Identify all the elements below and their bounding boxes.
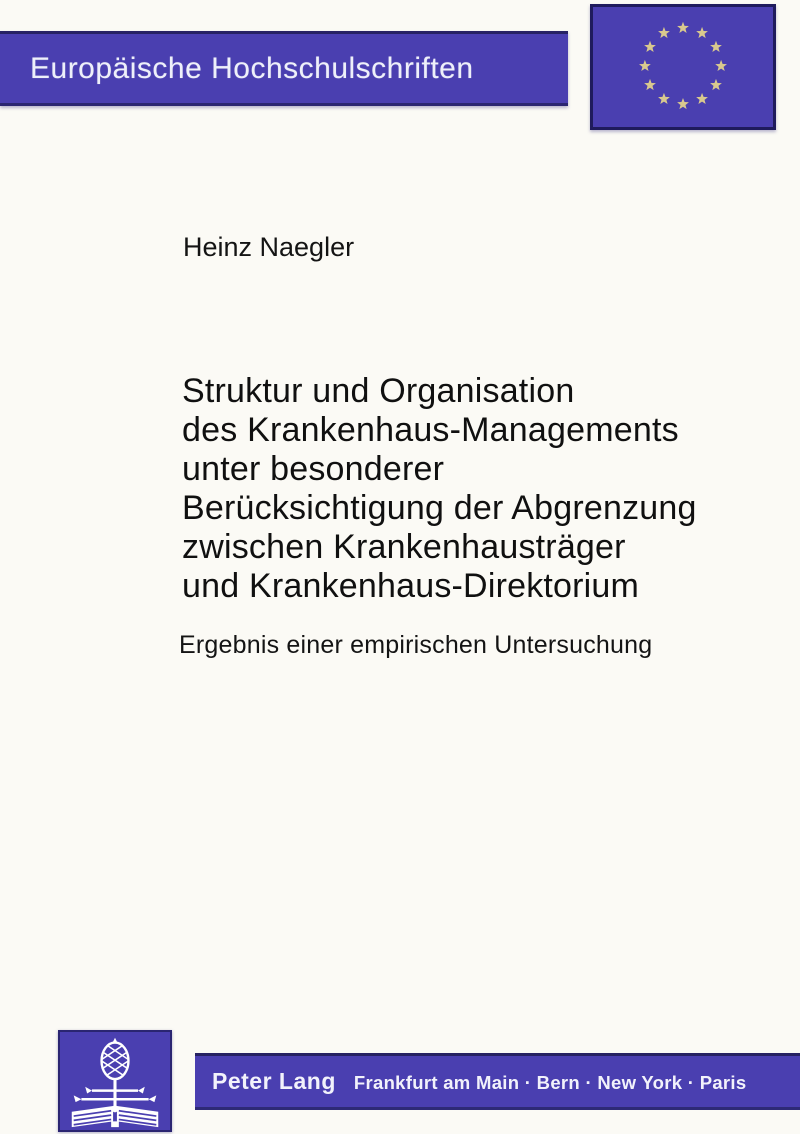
author-name: Heinz Naegler bbox=[183, 232, 355, 262]
series-banner bbox=[0, 31, 568, 106]
subtitle: Ergebnis einer empirischen Untersuchung bbox=[179, 631, 653, 659]
publisher-name: Peter Lang bbox=[212, 1068, 336, 1094]
publisher-banner bbox=[195, 1053, 800, 1110]
title-line: zwischen Krankenhausträger bbox=[182, 528, 626, 566]
title-line: unter besonderer bbox=[182, 450, 445, 488]
book-title bbox=[182, 372, 697, 606]
publisher-imprint bbox=[195, 1068, 746, 1095]
eu-stars-icon bbox=[593, 7, 773, 127]
peter-lang-book-tree-icon bbox=[60, 1032, 170, 1130]
publisher-logo bbox=[58, 1030, 172, 1132]
eu-flag-emblem bbox=[590, 4, 776, 130]
publisher-cities: Frankfurt am Main · Bern · New York · Paris bbox=[353, 1072, 747, 1093]
title-line: und Krankenhaus-Direktorium bbox=[182, 567, 640, 605]
title-line: Struktur und Organisation bbox=[182, 372, 575, 410]
title-line: des Krankenhaus-Managements bbox=[182, 411, 679, 449]
title-line: Berücksichtigung der Abgrenzung bbox=[182, 489, 697, 527]
series-title: Europäische Hochschulschriften bbox=[30, 51, 474, 85]
